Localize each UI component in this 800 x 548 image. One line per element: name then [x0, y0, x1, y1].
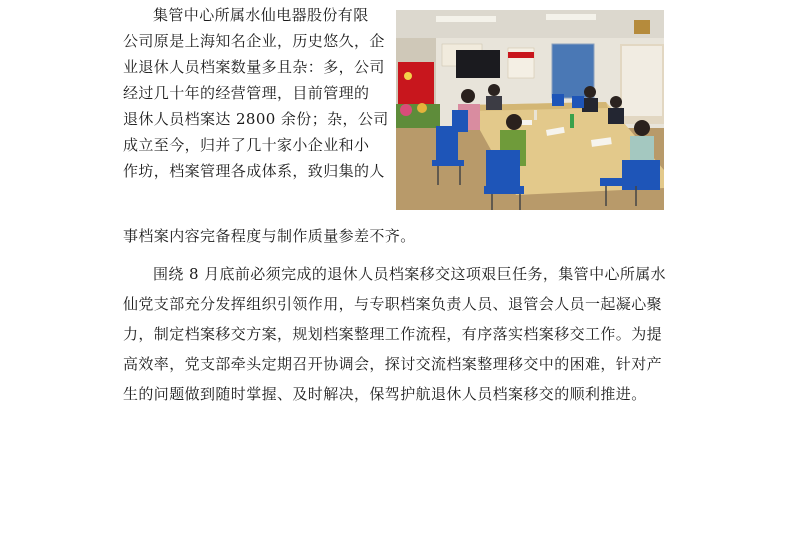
- text-line: 成立至今，归并了几十家小企业和小: [123, 136, 370, 154]
- text-line: 高效率，党支部牵头定期召开协调会，探讨交流档案整理移交中的困难，针对产: [123, 355, 663, 373]
- tv-icon: [456, 50, 500, 78]
- text-line: 生的问题做到随时掌握、及时解决，保驾护航退休人员档案移交的顺利推进。: [123, 385, 647, 403]
- flag-icon: [398, 62, 434, 104]
- meeting-photo: [396, 10, 664, 210]
- text-line: 围绕 8 月底前必须完成的退休人员档案移交这项艰巨任务，集管中心所属水: [153, 265, 667, 283]
- text-body-full-width: [123, 221, 683, 409]
- text-line: 力，制定档案移交方案，规划档案整理工作流程，有序落实档案移交工作。为提: [123, 325, 663, 343]
- paragraph-2: [123, 259, 683, 409]
- text-line: 退休人员档案达 2800 余份；杂，公司: [123, 110, 389, 128]
- text-line: 集管中心所属水仙电器股份有限: [153, 6, 369, 24]
- text-line: 仙党支部充分发挥组织引领作用，与专职档案负责人员、退管会人员一起凝心聚: [123, 295, 663, 313]
- text-line: 事档案内容完备程度与制作质量参差不齐。: [123, 227, 416, 245]
- text-line: 经过几十年的经营管理，目前管理的: [123, 84, 370, 102]
- paragraph-1-wrapped: [123, 2, 391, 184]
- text-line: 业退休人员档案数量多且杂：多，公司: [123, 58, 385, 76]
- meeting-room-illustration: [396, 10, 664, 210]
- text-line: 公司原是上海知名企业，历史悠久，企: [123, 32, 385, 50]
- text-line: 作坊，档案管理各成体系，致归集的人: [123, 162, 385, 180]
